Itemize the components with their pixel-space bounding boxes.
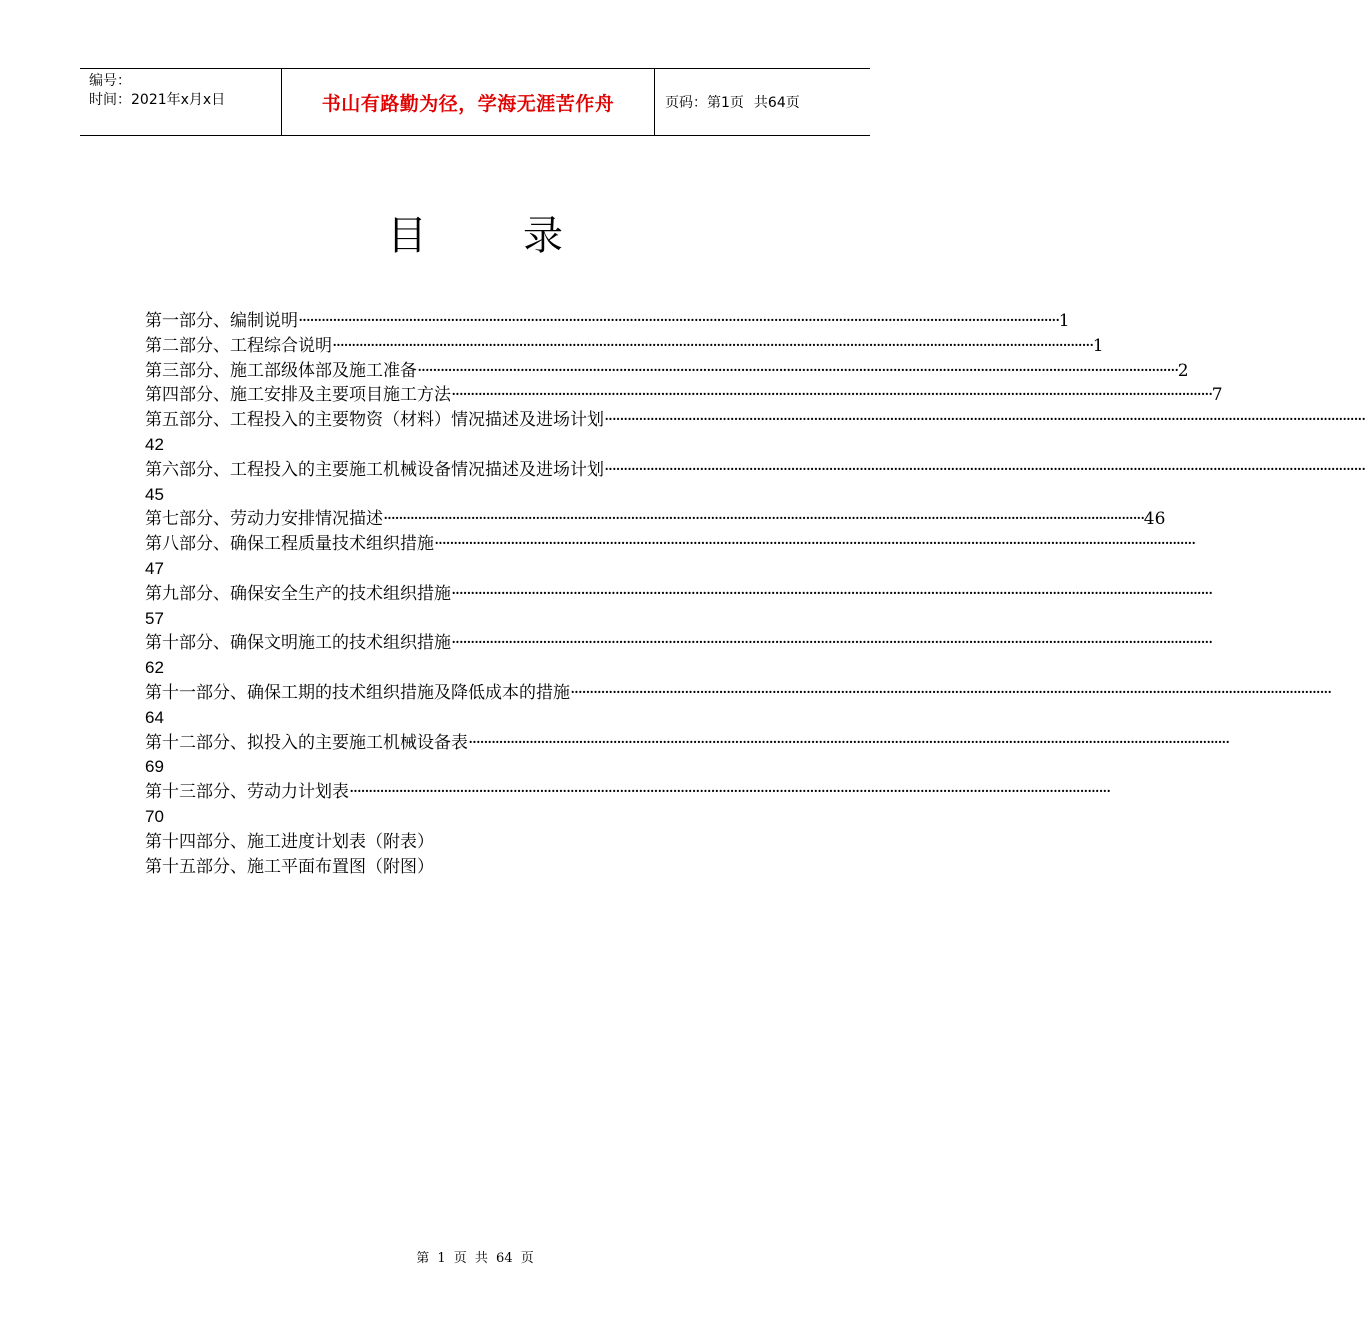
document-date-label: 时间：2021年x月x日	[89, 92, 226, 108]
title-char-1: 目	[387, 213, 427, 259]
toc-entry	[145, 532, 1195, 582]
header-page-total: 共64页	[753, 95, 800, 111]
toc-entry	[145, 458, 1365, 508]
toc-entry-title: 第一部分、编制说明	[145, 311, 298, 331]
toc-entry-title: 第二部分、工程综合说明	[145, 335, 332, 356]
toc-leader-dots: ········································································································································································································	[349, 782, 1110, 803]
toc-entry-page: 70	[145, 806, 164, 826]
toc-entry-page: 69	[145, 757, 164, 777]
toc-entry-title: 第十五部分、施工平面布置图（附图）	[145, 856, 434, 877]
toc-leader-dots: ········································································································································································································	[604, 410, 1365, 431]
toc-entry	[145, 582, 1212, 632]
toc-entry	[145, 359, 1189, 384]
toc-leader-dots: ········································································································································································································	[451, 583, 1212, 604]
toc-entry-page: 57	[145, 608, 164, 628]
toc-entry-title: 第四部分、施工安排及主要项目施工方法	[145, 385, 451, 406]
header-page-label: 页码：第1页	[665, 95, 744, 111]
toc-leader-dots: ········································································································································································································	[451, 633, 1212, 654]
toc-entry-page: 47	[145, 558, 164, 578]
page-footer	[0, 1247, 950, 1266]
toc-entry-page: 64	[145, 707, 164, 727]
toc-entry	[145, 631, 1212, 681]
toc-entry-title: 第十一部分、确保工期的技术组织措施及降低成本的措施	[145, 682, 570, 703]
document-number-label: 编号：	[89, 73, 131, 89]
toc-leader-dots: ········································································································································································································	[383, 509, 1144, 530]
header-motto-cell	[282, 69, 655, 135]
footer-page-number: 第 1 页 共 64 页	[416, 1251, 534, 1266]
toc-entry	[145, 408, 1365, 458]
toc-leader-dots: ········································································································································································································	[298, 311, 1059, 331]
toc-entry	[145, 309, 1070, 334]
toc-entry-page: 2	[1177, 360, 1189, 381]
page-title	[0, 212, 950, 260]
toc-leader-dots: ········································································································································································································	[417, 360, 1178, 381]
toc-entry	[145, 855, 805, 880]
toc-leader-dots: ········································································································································································································	[604, 459, 1365, 480]
toc-entry-page: 42	[145, 434, 164, 454]
toc-entry	[145, 383, 1223, 408]
toc-entry-title: 第十三部分、劳动力计划表	[145, 782, 349, 803]
header-info-cell	[80, 69, 282, 135]
toc-entry-page: 45	[145, 484, 164, 504]
toc-entry	[145, 681, 1331, 731]
toc-entry-page: 62	[145, 658, 164, 678]
header-motto: 书山有路勤为径，学海无涯苦作舟	[321, 92, 615, 115]
toc-leader-dots: ········································································································································································································	[468, 732, 1229, 753]
toc-entry	[145, 780, 1110, 830]
toc-entry	[145, 334, 1104, 359]
table-of-contents	[145, 309, 1365, 879]
toc-entry	[145, 507, 1166, 532]
toc-leader-dots: ········································································································································································································	[570, 682, 1331, 703]
header-page-cell	[655, 69, 870, 135]
toc-entry-title: 第十四部分、施工进度计划表（附表）	[145, 831, 434, 852]
page-header	[80, 68, 870, 136]
toc-entry-page: 1	[1058, 311, 1070, 331]
toc-entry-title: 第八部分、确保工程质量技术组织措施	[145, 534, 434, 555]
title-char-2: 录	[523, 213, 563, 259]
toc-entry	[145, 830, 805, 855]
toc-leader-dots: ········································································································································································································	[434, 534, 1195, 555]
toc-entry-title: 第七部分、劳动力安排情况描述	[145, 509, 383, 530]
toc-leader-dots: ········································································································································································································	[332, 335, 1093, 356]
toc-entry-title: 第五部分、工程投入的主要物资（材料）情况描述及进场计划	[145, 410, 604, 431]
toc-entry-title: 第十二部分、拟投入的主要施工机械设备表	[145, 732, 468, 753]
toc-entry-page: 7	[1211, 385, 1223, 406]
toc-entry-page: 1	[1092, 335, 1104, 356]
toc-entry-title: 第十部分、确保文明施工的技术组织措施	[145, 633, 451, 654]
toc-entry-title: 第九部分、确保安全生产的技术组织措施	[145, 583, 451, 604]
toc-entry-title: 第六部分、工程投入的主要施工机械设备情况描述及进场计划	[145, 459, 604, 480]
toc-entry	[145, 731, 1229, 781]
toc-entry-title: 第三部分、施工部级体部及施工准备	[145, 360, 417, 381]
toc-leader-dots: ········································································································································································································	[451, 385, 1212, 406]
toc-entry-page: 46	[1143, 509, 1166, 530]
